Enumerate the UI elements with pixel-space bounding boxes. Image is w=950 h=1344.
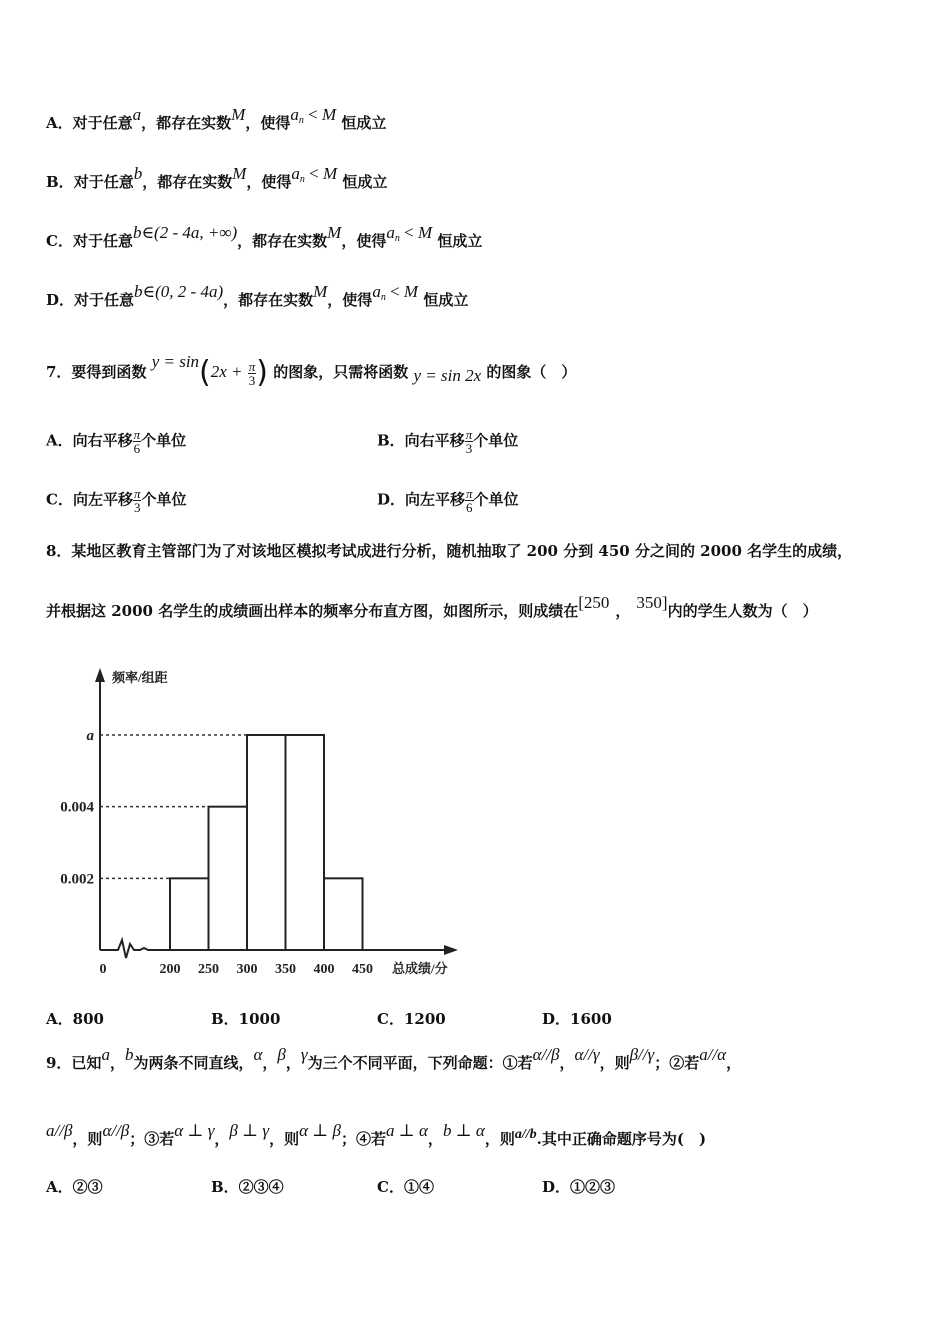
q7-stem: 7．要得到函数 y = sin(2x + $\frac{\pi}{3}$ ) 的图象，只需将函数 y = sin 2x 的图象（ ） [46,352,577,390]
q6-option-b: B．对于任意b，都存在实数M，使得$a_n < M$ 恒成立 [46,164,388,191]
x-tick-label: 300 [236,962,258,977]
q6-option-d: D．对于任意b∈(0, 2 - 4a)，都存在实数M，使得$a_n < M$ 恒成立 [46,282,469,309]
q9-option-b: B．②③④ [211,1178,284,1196]
q9-option-a: A．②③ [46,1178,103,1196]
y-tick-label: 0.002 [60,871,94,888]
q8-stem-line2: 并根据这 2000 名学生的成绩画出样本的频率分布直方图，如图所示，则成绩在[250 ， 350]内的学生人数为（ ） [46,593,818,620]
q9-stem-line1: 9．已知a，b为两条不同直线，α，β，γ为三个不同平面，下列命题：①若α//β，α//γ，则β//γ；②若a//α， [46,1045,742,1072]
x-origin-label: 0 [99,962,107,977]
frequency-histogram [40,660,480,990]
q8-option-a: A．800 [46,1010,104,1028]
x-tick-label: 400 [313,962,335,977]
q7-option-d: D．向左平移 $\frac{\pi}{6}$ 个单位 [377,486,519,515]
histogram-bar [286,735,325,950]
q8-stem-line1: 8．某地区教育主管部门为了对该地区模拟考试成进行分析，随机抽取了 200 分到 450 分之间的 2000 名学生的成绩， [46,542,853,560]
q7-option-b: B．向右平移 $\frac{\pi}{3}$ 个单位 [377,427,519,456]
y-axis-label: 频率/组距 [112,670,168,685]
q7-option-a: A．向右平移 $\frac{\pi}{6}$ 个单位 [46,427,187,456]
q8-option-d: D．1600 [542,1010,612,1028]
y-tick-label: a [86,728,94,744]
y-axis-arrow-icon [95,668,105,682]
histogram-bar [247,735,286,950]
x-tick-label: 450 [352,962,373,977]
x-tick-label: 250 [198,962,219,977]
x-tick-label: 350 [275,962,296,977]
histogram-bar [324,878,363,950]
y-tick-label: 0.004 [60,799,94,816]
q9-option-d: D．①②③ [542,1178,616,1196]
histogram-bar [170,878,209,950]
q9-stem-line2: a//β，则α//β；③若α ⊥ γ，β ⊥ γ，则α ⊥ β；④若a ⊥ α，b ⊥ α，则a//b.其中正确命题序号为( ) [46,1121,707,1148]
x-axis-arrow-icon [444,945,458,955]
q8-option-c: C．1200 [377,1010,446,1028]
q8-option-b: B．1000 [211,1010,281,1028]
q6-option-c: C．对于任意b∈(2 - 4a, +∞)，都存在实数M，使得$a_n < M$ 恒成立 [46,223,483,250]
pi-over-3-fraction: $\frac{\pi}{3}$ [248,358,256,388]
q7-option-c: C．向左平移 $\frac{\pi}{3}$ 个单位 [46,486,187,515]
x-axis-label: 总成绩/分 [392,961,448,976]
x-tick-label: 200 [159,962,181,977]
q6-option-a: A．对于任意a，都存在实数M，使得$a_n < M$ 恒成立 [46,105,387,132]
q9-option-c: C．①④ [377,1178,434,1196]
histogram-bar [209,807,248,950]
